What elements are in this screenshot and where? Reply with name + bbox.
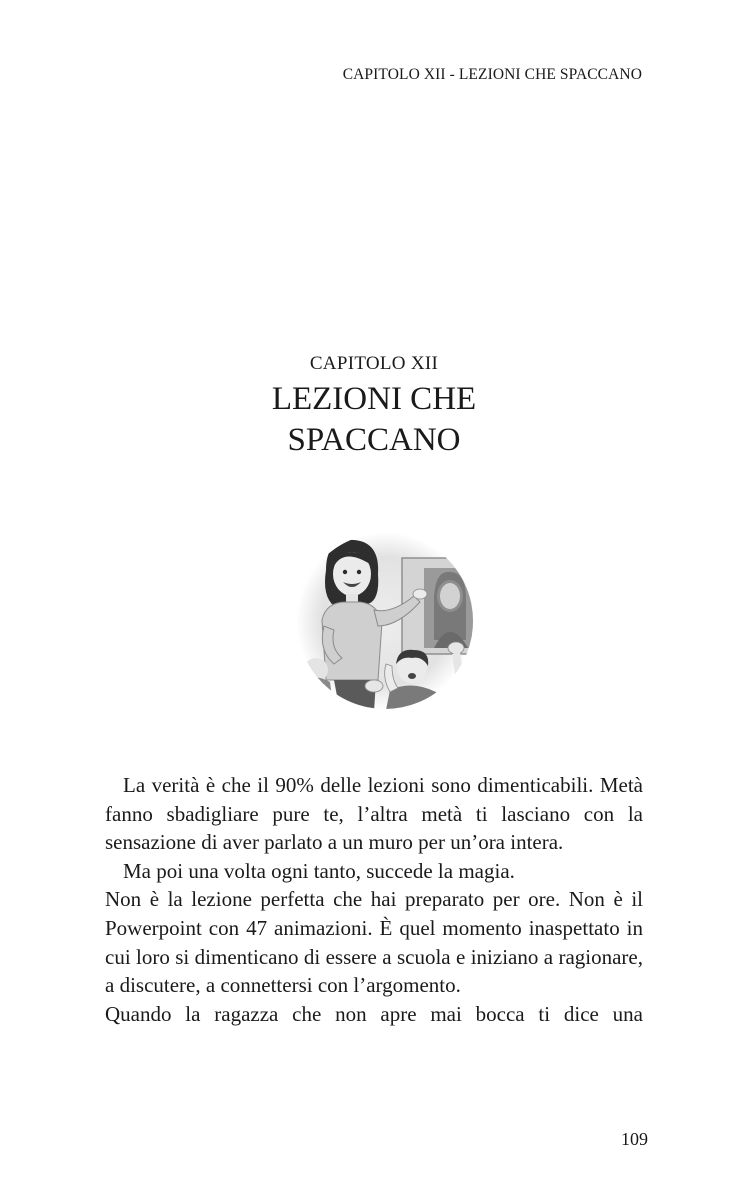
teacher-classroom-illustration [294, 530, 476, 712]
chapter-title-line2: SPACCANO [287, 422, 461, 458]
running-header: CAPITOLO XII - LEZIONI CHE SPACCANO [342, 66, 642, 83]
paragraph-3: Non è la lezione perfetta che hai preparato per ore. Non è il Powerpoint con 47 animazioni. È quel momento inaspettato in cui loro si dimenticano di essere a scuola e iniziano a ragionare, a discutere, a connettersi con l’argomento. [105, 887, 643, 998]
paragraph-4: Quando la ragazza che non apre mai bocca ti dice una [105, 1001, 643, 1026]
page-number: 109 [621, 1129, 648, 1149]
paragraph-1: La verità è che il 90% delle lezioni sono dimenticabili. Metà fanno sbadigliare pure te, l’altra metà ti lasciano con la sensazione di aver parlato a un muro per un’ora intera. [105, 773, 643, 855]
paragraph-2: Ma poi una volta ogni tanto, succede la magia. [123, 858, 515, 883]
chapter-title [0, 379, 748, 461]
chapter-label: CAPITOLO XII [309, 353, 439, 374]
body-text [105, 771, 643, 1028]
chapter-title-line1: LEZIONI CHE [271, 381, 477, 417]
chapter-heading [0, 352, 748, 461]
